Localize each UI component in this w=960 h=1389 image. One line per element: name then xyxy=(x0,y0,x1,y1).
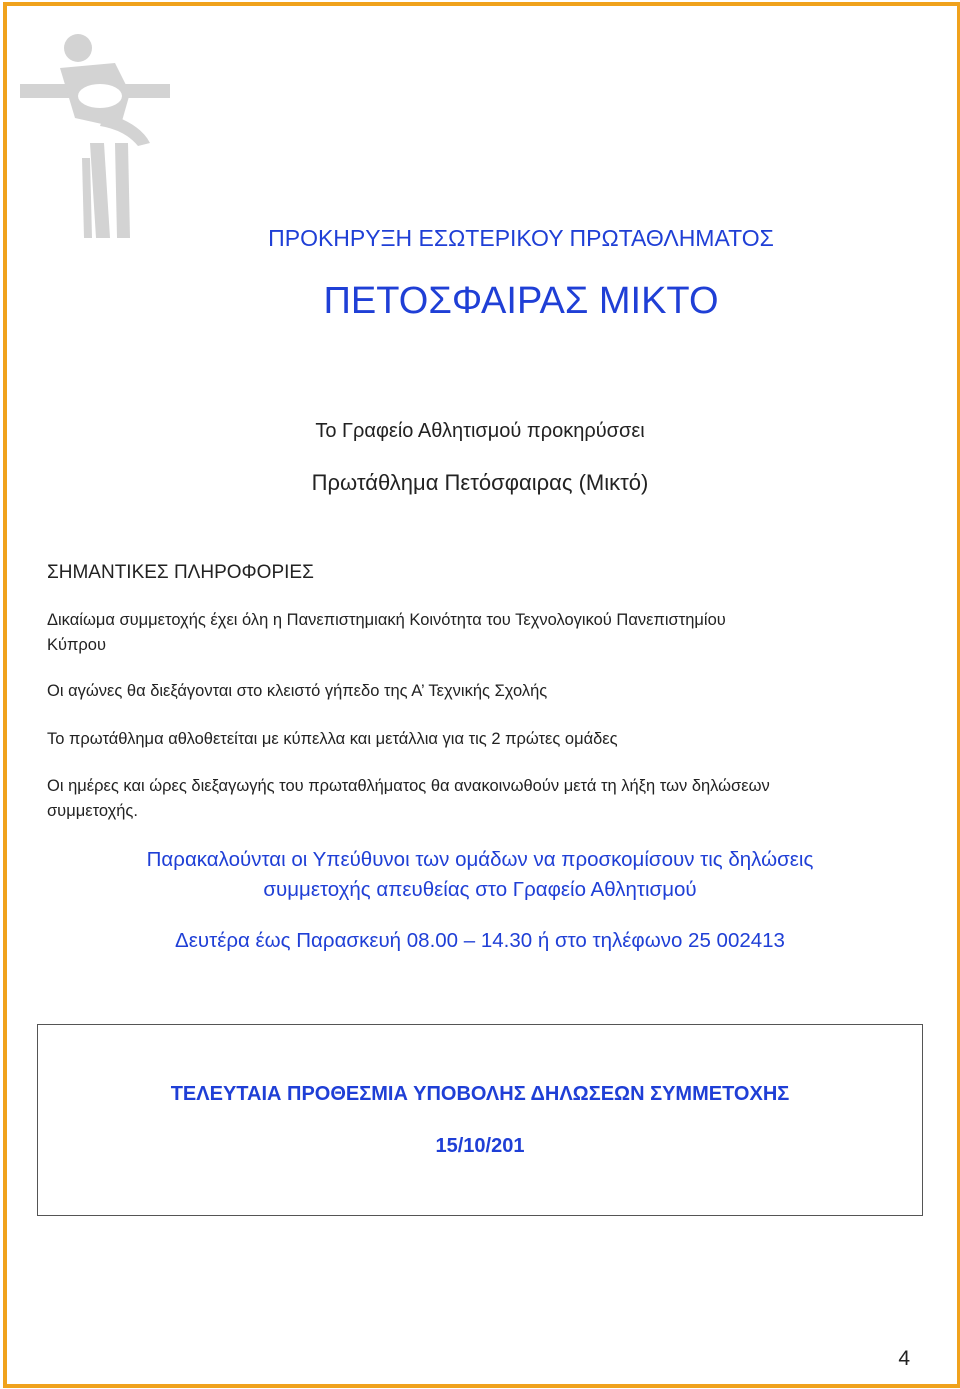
schedule-text-line-2: συμμετοχής. xyxy=(47,802,138,820)
team-note-line-1: Παρακαλούνται οι Υπεύθυνοι των ομάδων να προσκομίσουν τις δηλώσεις xyxy=(146,848,814,871)
venue-text: Οι αγώνες θα διεξάγονται στο κλειστό γήπεδο της Α’ Τεχνικής Σχολής xyxy=(47,682,548,700)
title-line-1: ΠΡΟΚΗΡΥΞΗ ΕΣΩΤΕΡΙΚΟΥ ΠΡΩΤΑΘΛΗΜΑΤΟΣ xyxy=(268,225,774,251)
announcement-text: Το Γραφείο Αθλητισμού προκηρύσσει xyxy=(315,420,645,442)
eligibility-text-line-1: Δικαίωμα συμμετοχής έχει όλη η Πανεπιστημιακή Κοινότητα του Τεχνολογικού Πανεπιστημίου xyxy=(47,611,726,629)
schedule-text-line-1: Οι ημέρες και ώρες διεξαγωγής του πρωταθλήματος θα ανακοινωθούν μετά τη λήξη των δηλώσεων xyxy=(47,777,770,795)
title-line-2: ΠΕΤΟΣΦΑΙΡΑΣ ΜΙΚΤΟ xyxy=(323,280,719,322)
awards-text: Το πρωτάθλημα αθλοθετείται με κύπελλα και μετάλλια για τις 2 πρώτες ομάδες xyxy=(47,730,618,748)
championship-title: Πρωτάθλημα Πετόσφαιρας (Μικτό) xyxy=(311,470,649,495)
volleyball-player-logo xyxy=(20,18,170,238)
contact-hours: Δευτέρα έως Παρασκευή 08.00 – 14.30 ή στο τηλέφωνο 25 002413 xyxy=(175,929,785,952)
eligibility-text-line-2: Κύπρου xyxy=(47,636,106,654)
deadline-box xyxy=(37,1024,923,1216)
page-number: 4 xyxy=(898,1347,910,1370)
deadline-date: 15/10/201 xyxy=(435,1135,525,1157)
important-info-heading: ΣΗΜΑΝΤΙΚΕΣ ΠΛΗΡΟΦΟΡΙΕΣ xyxy=(47,562,314,583)
team-note-line-2: συμμετοχής απευθείας στο Γραφείο Αθλητισμού xyxy=(263,878,697,901)
deadline-title: ΤΕΛΕΥΤΑΙΑ ΠΡΟΘΕΣΜΙΑ ΥΠΟΒΟΛΗΣ ΔΗΛΩΣΕΩΝ ΣΥΜΜΕΤΟΧΗΣ xyxy=(170,1083,790,1105)
